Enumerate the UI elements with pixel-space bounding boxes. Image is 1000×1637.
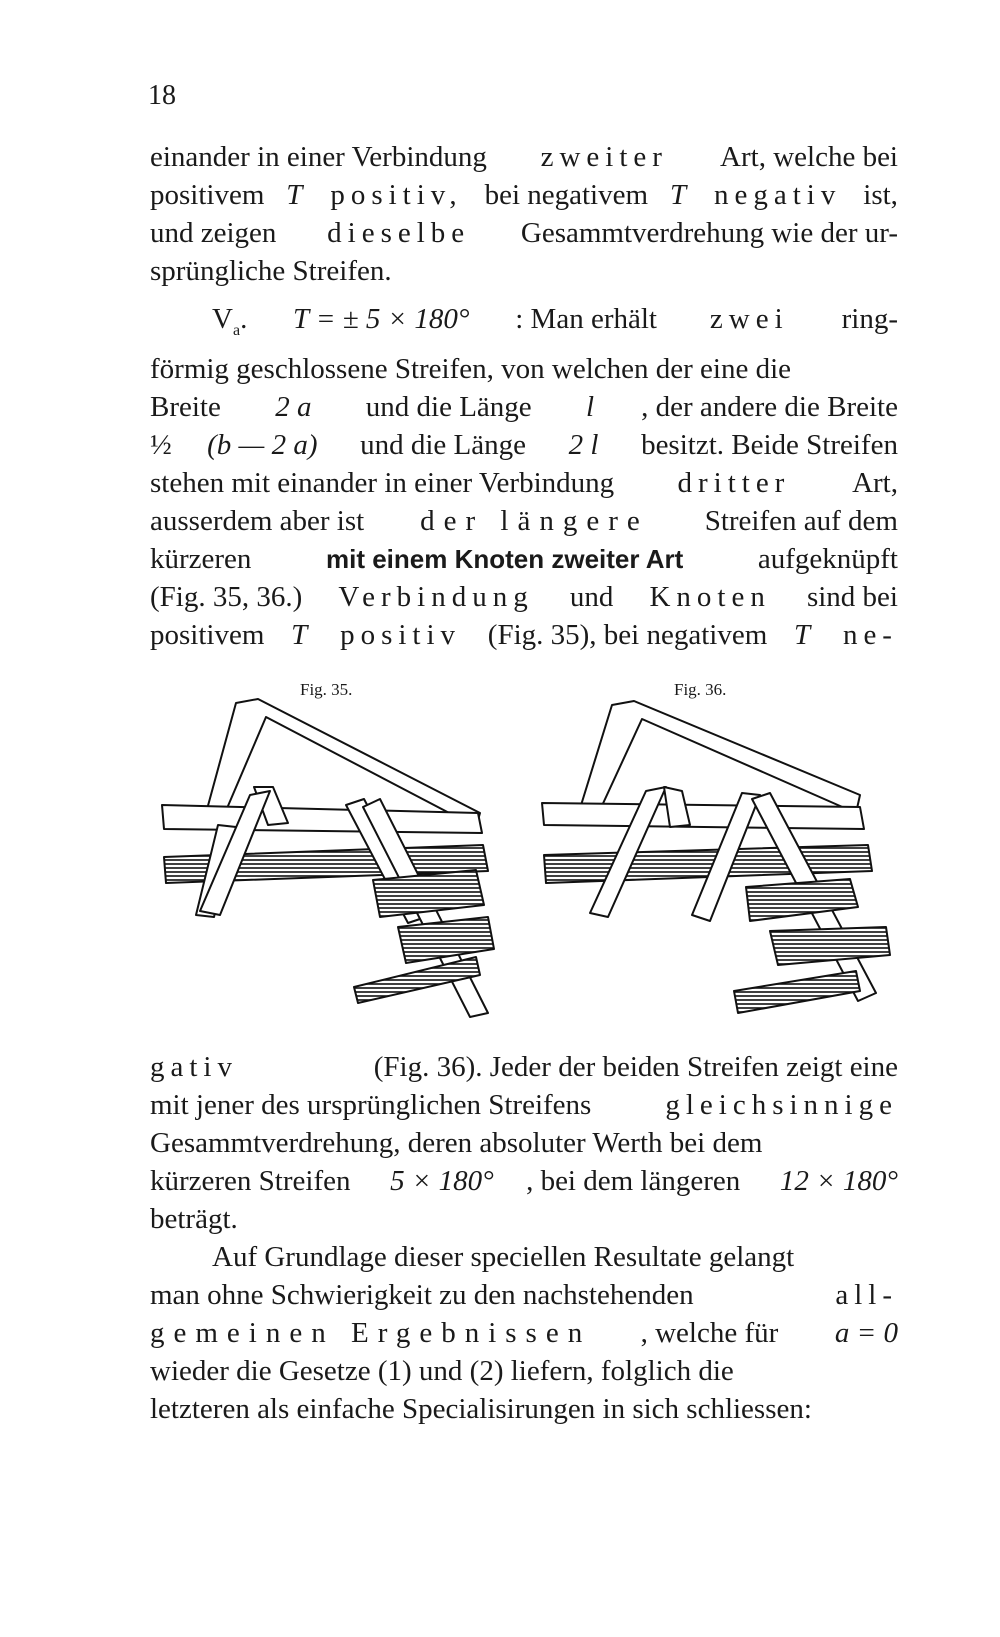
figure-36-caption: Fig. 36. (674, 680, 727, 699)
paragraph-3 (150, 1048, 898, 1238)
paragraph-4 (150, 1238, 898, 1428)
text-line: letzteren als einfache Specialisirungen in sich schliessen: (150, 1393, 812, 1425)
figure-36-knot (538, 695, 894, 1025)
text-line: mit jener des ursprünglichen Streifens gleichsinnige (150, 1089, 898, 1121)
formula: T = ± 5 × 180° (293, 303, 470, 335)
paragraph-2 (150, 300, 898, 654)
text-line: Auf Grundlage dieser speciellen Resultate gelangt (212, 1241, 795, 1273)
text-line: man ohne Schwierigkeit zu den nachstehenden all- (150, 1279, 898, 1311)
text-line: positivem T positiv (Fig. 35), bei negativem T ne- (150, 618, 898, 651)
text-line: förmig geschlossene Streifen, von welchen der eine die (150, 352, 792, 385)
text-line: und zeigen dieselbe Gesammtverdrehung wie der ur- (150, 217, 898, 249)
page-number: 18 (148, 80, 176, 111)
text-line: $V_a$. T = ± 5 × 180° : Man erhält zwei ring- (150, 300, 898, 350)
text-line: ½ (b — 2 a) und die Länge 2 l besitzt. Beide Streifen (150, 428, 898, 461)
text-line: gemeinen Ergebnissen , welche für a = 0 (150, 1317, 898, 1349)
figure-35-caption: Fig. 35. (300, 680, 353, 699)
text-line: Breite 2 a und die Länge l , der andere die Breite (150, 390, 898, 423)
text-line: ausserdem aber ist der längere Streifen auf dem (150, 504, 898, 537)
figure-35-knot (158, 695, 498, 1025)
text-line: wieder die Gesetze (1) und (2) liefern, folglich die (150, 1355, 734, 1387)
text-line: (Fig. 35, 36.) Verbindung und Knoten sind bei (150, 580, 898, 613)
text-line: einander in einer Verbindung zweiter Art, welche bei (150, 141, 898, 173)
text-line: stehen mit einander in einer Verbindung dritter Art, (150, 466, 898, 499)
paragraph-1 (150, 138, 898, 290)
text-line: beträgt. (150, 1203, 238, 1235)
text-line: kürzeren Streifen 5 × 180° , bei dem längeren 12 × 180° (150, 1165, 898, 1197)
text-line: Gesammtverdrehung, deren absoluter Werth bei dem (150, 1127, 763, 1159)
text-line: positivem T positiv, bei negativem T negativ ist, (150, 179, 898, 211)
text-line: sprüngliche Streifen. (150, 255, 392, 287)
text-line: gativ (Fig. 36). Jeder der beiden Streifen zeigt eine (150, 1051, 898, 1083)
text-line: kürzeren mit einem Knoten zweiter Art aufgeknüpft (150, 542, 898, 575)
